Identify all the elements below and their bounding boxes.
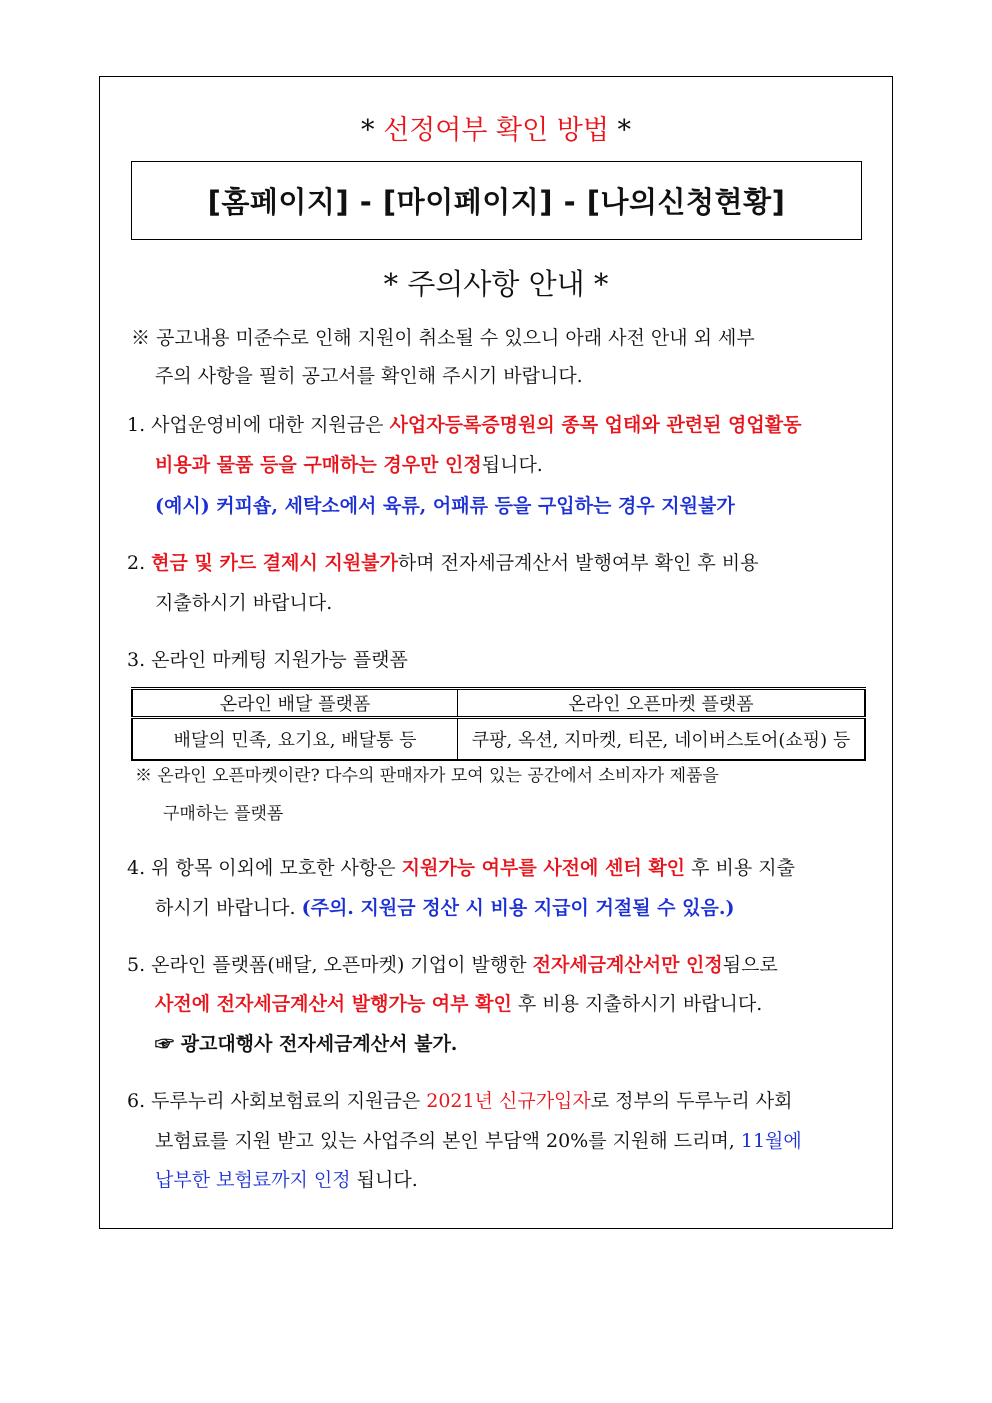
check-path: [홈페이지] - [마이페이지] - [나의신청현황] [207,185,786,219]
openmarket-note-1: ※ 온라인 오픈마켓이란? 다수의 판매자가 모여 있는 공간에서 소비자가 제품을 [135,766,719,786]
openmarket-note-2: 구매하는 플랫폼 [163,804,284,824]
item-6-line-1: 6. 두루누리 사회보험료의 지원금은 2021년 신규가입자로 정부의 두루누리 사회 [127,1090,793,1112]
platform-table [131,687,866,761]
intro-line-2: 주의 사항을 필히 공고서를 확인해 주시기 바랍니다. [155,365,583,387]
selection-title-main: 선정여부 확인 방법 [383,115,609,146]
platform-table-row [132,718,865,761]
cell-delivery: 배달의 민족, 요기요, 배달통 등 [132,718,458,761]
item-1-example: (예시) 커피숍, 세탁소에서 육류, 어패류 등을 구입하는 경우 지원불가 [155,495,735,517]
item-2-line-2: 지출하시기 바랍니다. [155,592,333,614]
item-1-line-2: 비용과 물품 등을 구매하는 경우만 인정됩니다. [155,454,543,476]
header-openmarket: 온라인 오픈마켓 플랫폼 [458,689,866,718]
selection-title: * 선정여부 확인 방법 * [360,115,631,146]
check-path-box [131,161,862,240]
item-1-line-1: 1. 사업운영비에 대한 지원금은 사업자등록증명원의 종목 업태와 관련된 영업활동 [127,414,802,436]
item-2-line-1: 2. 현금 및 카드 결제시 지원불가하며 전자세금계산서 발행여부 확인 후 비용 [127,552,759,574]
item-3-heading: 3. 온라인 마케팅 지원가능 플랫폼 [127,649,408,671]
cell-openmarket: 쿠팡, 옥션, 지마켓, 티몬, 네이버스토어(쇼핑) 등 [458,718,866,761]
platform-table-header [132,689,865,718]
intro-line-1: ※ 공고내용 미준수로 인해 지원이 취소될 수 있으니 아래 사전 안내 외 세부 [131,327,755,349]
item-4-line-1: 4. 위 항목 이외에 모호한 사항은 지원가능 여부를 사전에 센터 확인 후 비용 지출 [127,857,795,879]
item-5-line-1: 5. 온라인 플랫폼(배달, 오픈마켓) 기업이 발행한 전자세금계산서만 인정됨으로 [127,954,778,976]
notice-title: * 주의사항 안내 * [383,267,609,301]
item-5-line-2: 사전에 전자세금계산서 발행가능 여부 확인 후 비용 지출하시기 바랍니다. [155,993,763,1015]
item-5-note: ☞ 광고대행사 전자세금계산서 불가. [155,1033,458,1055]
item-6-line-3: 납부한 보험료까지 인정 됩니다. [155,1169,418,1191]
header-delivery: 온라인 배달 플랫폼 [132,689,458,718]
item-6-line-2: 보험료를 지원 받고 있는 사업주의 본인 부담액 20%를 지원해 드리며, 11월에 [155,1130,802,1152]
item-4-line-2: 하시기 바랍니다. (주의. 지원금 정산 시 비용 지급이 거절될 수 있음.) [155,897,735,919]
